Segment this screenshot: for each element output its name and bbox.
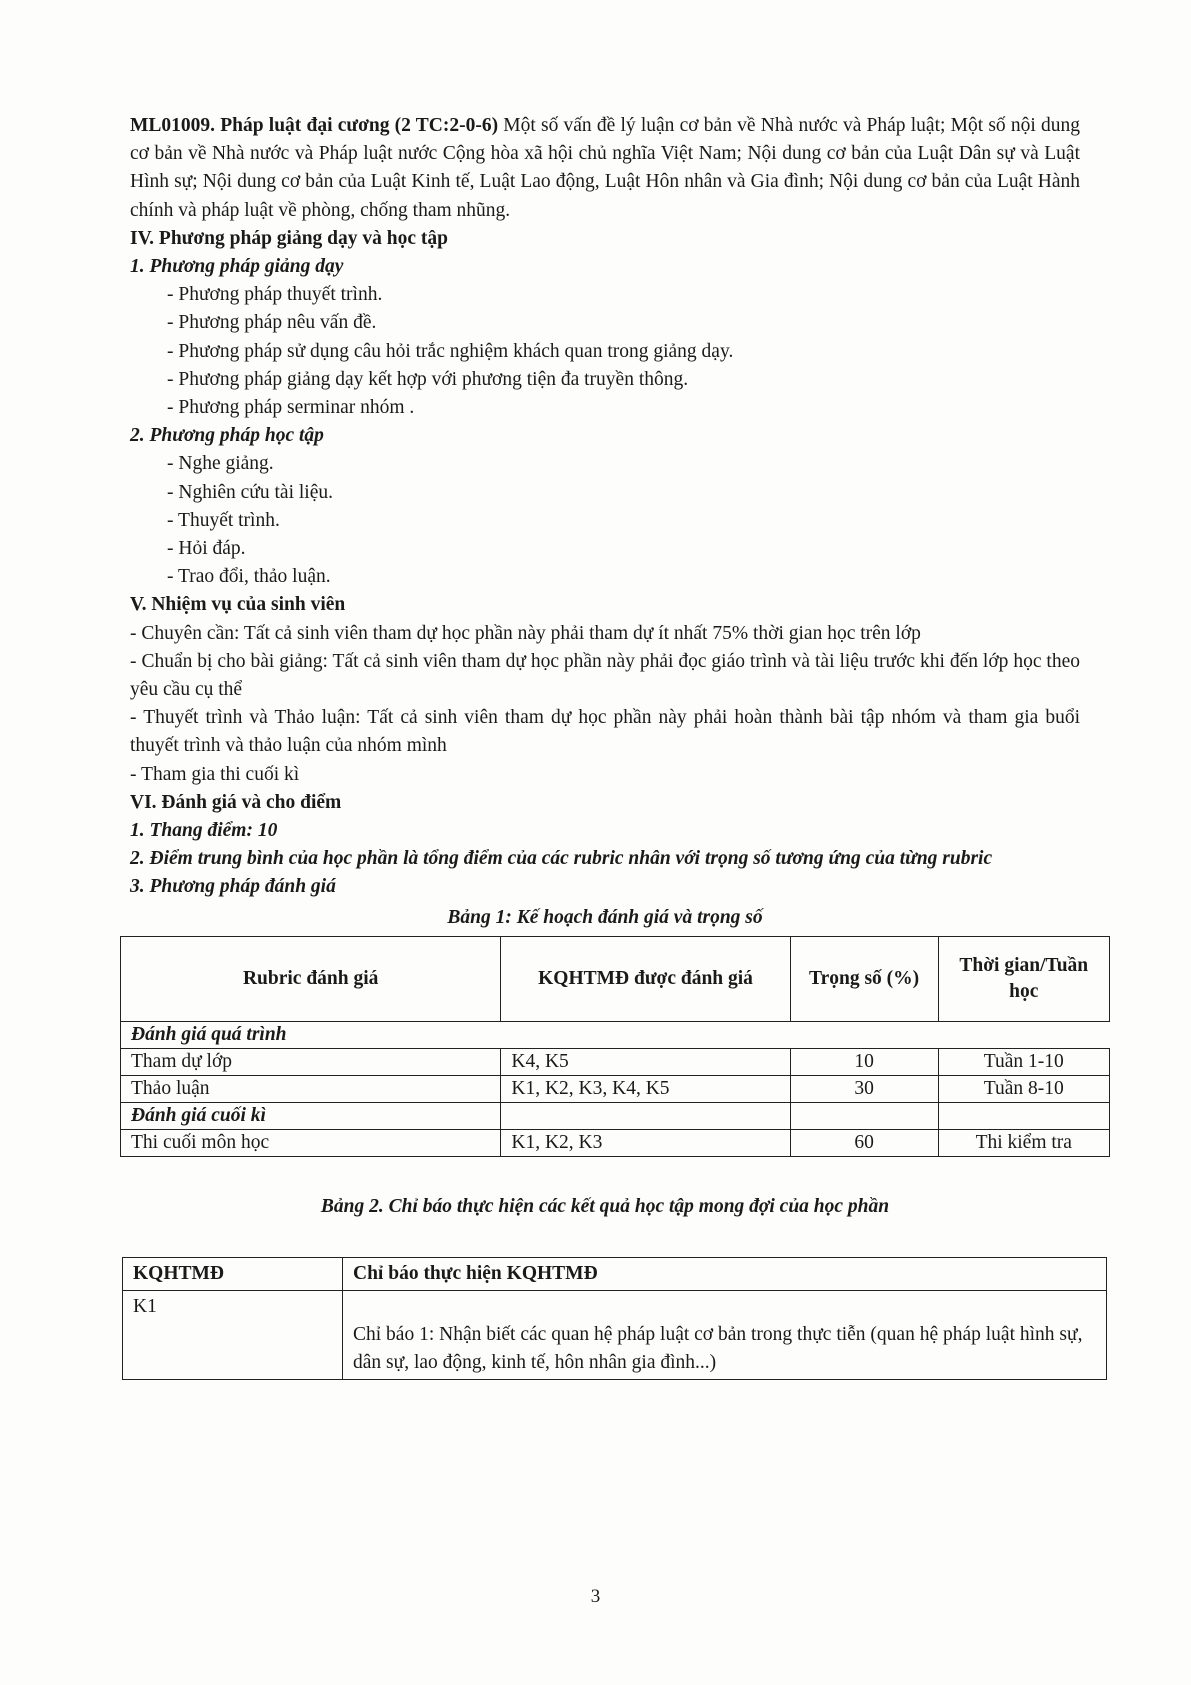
table-cell: 30 [790, 1075, 938, 1102]
table-header-row [121, 936, 1110, 1021]
learning-methods-title: 2. Phương pháp học tập [130, 425, 324, 447]
table-cell: K1 [123, 1291, 343, 1380]
table-cell: Thi kiểm tra [938, 1129, 1109, 1156]
header-cell: KQHTMĐ [123, 1258, 343, 1291]
header-cell: Thời gian/Tuần học [938, 936, 1109, 1021]
table2-caption: Bảng 2. Chỉ báo thực hiện các kết quả học tập mong đợi của học phần [320, 1195, 890, 1217]
table-cell: 60 [790, 1129, 938, 1156]
list-item: - Phương pháp nêu vấn đề. [167, 309, 1080, 337]
list-item: - Thuyết trình. [167, 507, 1080, 535]
table-row [121, 1075, 1110, 1102]
table-section-row [121, 1021, 1110, 1048]
section-label: Đánh giá cuối kì [121, 1102, 501, 1129]
table-cell [938, 1102, 1109, 1129]
section5-title: V. Nhiệm vụ của sinh viên [130, 594, 346, 616]
student-task-item: - Tham gia thi cuối kì [130, 761, 1080, 789]
assessment-plan-table [120, 936, 1110, 1157]
table-cell: K1, K2, K3 [501, 1129, 790, 1156]
indicator-table [122, 1257, 1107, 1380]
table-section-row [121, 1102, 1110, 1129]
table-row [121, 1129, 1110, 1156]
header-cell: Rubric đánh giá [121, 936, 501, 1021]
section4-title: IV. Phương pháp giảng dạy và học tập [130, 227, 448, 249]
header-cell: KQHTMĐ được đánh giá [501, 936, 790, 1021]
table-cell [790, 1102, 938, 1129]
page-number: 3 [590, 1586, 601, 1607]
table1-caption: Bảng 1: Kế hoạch đánh giá và trọng số [447, 906, 763, 928]
course-intro [130, 112, 1080, 225]
list-item: - Phương pháp sử dụng câu hỏi trắc nghiệm khách quan trong giảng dạy. [167, 338, 1080, 366]
list-item: - Phương pháp giảng dạy kết hợp với phương tiện đa truyền thông. [167, 366, 1080, 394]
average-score-note: 2. Điểm trung bình của học phần là tổng điểm của các rubric nhân với trọng số tương ứng của từng rubric [130, 848, 993, 870]
student-task-item: - Thuyết trình và Thảo luận: Tất cả sinh viên tham dự học phần này phải hoàn thành bài tập nhóm và tham gia buổi thuyết trình và thảo luận của nhóm mình [130, 704, 1080, 760]
student-task-item: - Chuyên cần: Tất cả sinh viên tham dự học phần này phải tham dự ít nhất 75% thời gian học trên lớp [130, 620, 1080, 648]
teaching-methods-title: 1. Phương pháp giảng dạy [130, 256, 344, 278]
header-cell: Chỉ báo thực hiện KQHTMĐ [343, 1258, 1107, 1291]
list-item: - Nghe giảng. [167, 450, 1080, 478]
course-description: Một số vấn đề lý luận cơ bản về Nhà nước và Pháp luật; Một số nội dung cơ bản về Nhà nước và Pháp luật nước Cộng hòa xã hội chủ nghĩa Việt Nam; Nội dung cơ bản của Luật Dân sự và Luật Hình sự; Nội dung cơ bản của Luật Kinh tế, Luật Lao động, Luật Hôn nhân và Gia đình; Nội dung cơ bản của Luật Hành chính và pháp luật về phòng, chống tham nhũng. [130, 115, 1080, 221]
table-row [123, 1291, 1107, 1380]
table-cell: Tham dự lớp [121, 1048, 501, 1075]
table-cell: K4, K5 [501, 1048, 790, 1075]
table-cell: Thảo luận [121, 1075, 501, 1102]
header-cell: Trọng số (%) [790, 936, 938, 1021]
section6-title: VI. Đánh giá và cho điểm [130, 791, 342, 813]
table-cell: Thi cuối môn học [121, 1129, 501, 1156]
table-cell: Tuần 1-10 [938, 1048, 1109, 1075]
list-item: - Trao đổi, thảo luận. [167, 563, 1080, 591]
list-item: - Hỏi đáp. [167, 535, 1080, 563]
table-header-row [123, 1258, 1107, 1291]
section-label: Đánh giá quá trình [121, 1021, 1110, 1048]
teaching-methods-list [130, 281, 1080, 422]
page-content [130, 112, 1089, 1380]
learning-methods-list [130, 450, 1080, 591]
table-row [121, 1048, 1110, 1075]
table-cell [501, 1102, 790, 1129]
table-cell: Chỉ báo 1: Nhận biết các quan hệ pháp luật cơ bản trong thực tiễn (quan hệ pháp luật hình sự, dân sự, lao động, kinh tế, hôn nhân gia đình...) [343, 1291, 1107, 1380]
course-code-title: ML01009. Pháp luật đại cương (2 TC:2-0-6) [130, 115, 499, 136]
table-cell: Tuần 8-10 [938, 1075, 1109, 1102]
table-cell: 10 [790, 1048, 938, 1075]
list-item: - Phương pháp serminar nhóm . [167, 394, 1080, 422]
assessment-method-title: 3. Phương pháp đánh giá [130, 876, 336, 898]
student-task-item: - Chuẩn bị cho bài giảng: Tất cả sinh viên tham dự học phần này phải đọc giáo trình và tài liệu trước khi đến lớp học theo yêu cầu cụ thể [130, 648, 1080, 704]
table-cell: K1, K2, K3, K4, K5 [501, 1075, 790, 1102]
list-item: - Nghiên cứu tài liệu. [167, 479, 1080, 507]
grading-scale: 1. Thang điểm: 10 [130, 820, 278, 842]
list-item: - Phương pháp thuyết trình. [167, 281, 1080, 309]
